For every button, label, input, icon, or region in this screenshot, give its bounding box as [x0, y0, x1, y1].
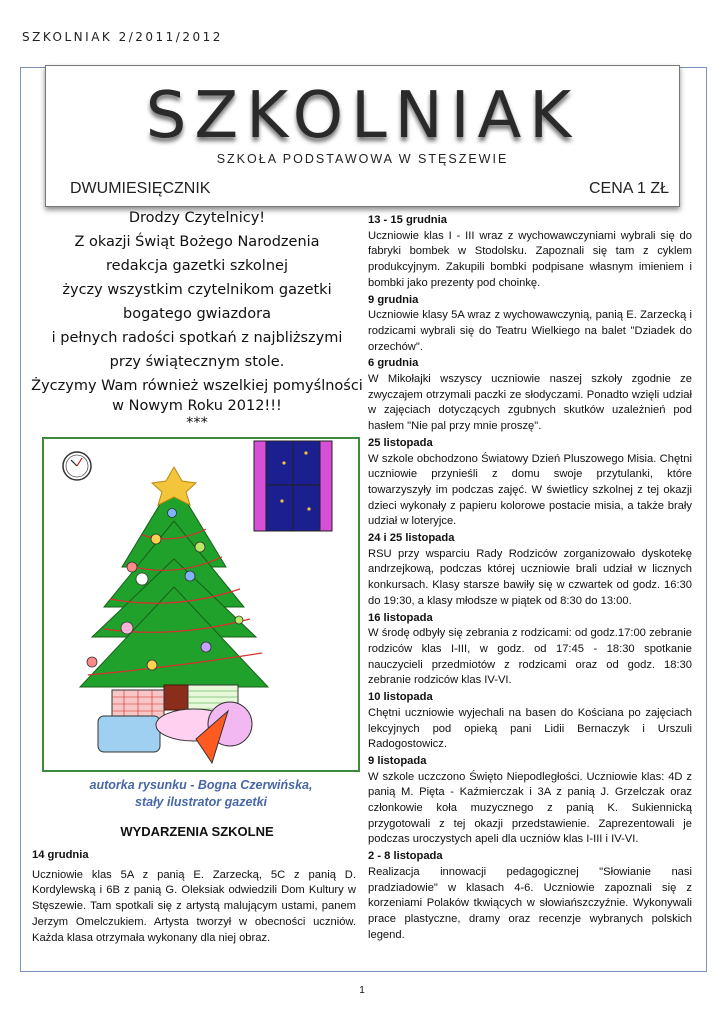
greeting-line: życzy wszystkim czytelnikom gazetki [62, 282, 332, 298]
greeting-line: Drodzy Czytelnicy! [128, 210, 266, 226]
greeting-line: przy świątecznym stole. [109, 354, 285, 370]
event-text: W Mikołajki wszyscy uczniowie naszej szkoły zgodnie ze zwyczajem otrzymali paczki ze słodyczami. Ponadto wzięli udział w zajęciach dotyczących zgubnych skutków uzależnień pod hasłem "Nie pal przy mnie proszę". [368, 373, 692, 433]
event-text: W środę odbyły się zebrania z rodzicami: od godz.17:00 zebranie rodziców klas I-III, w godz. od 17:45 - 18:30 spotkanie nauczycieli przedmiotów z rodzicami oraz od godz. 18:30 zebranie rodziców klas IV-VI. [368, 627, 692, 687]
greeting-line: redakcja gazetki szkolnej [106, 258, 288, 274]
greeting-line: Życzymy Wam również wszelkiej pomyślności w Nowym Roku 2012!!! [31, 378, 363, 414]
drawing-caption [40, 777, 362, 811]
event-text: Realizacja innowacji pedagogicznej "Słowianie nasi pradziadowie" w klasach 4-6. Uczniowie zapoznali się z korzeniami Polaków tkwiących w słowiańszczyźnie. Wykonywali prace plastyczne, dramy oraz recenzje wybranych polskich legend. [368, 865, 692, 941]
event-date: 2 - 8 listopada [368, 850, 443, 863]
caption-role: stały ilustrator gazetki [135, 795, 267, 809]
event-text: W szkole obchodzono Światowy Dzień Pluszowego Misia. Chętni uczniowie przynieśli z domu swoje przytulanki, które towarzyszyły im podczas zajęć. W świetlicy szkolnej z tej okazji dzieci wykonały z papieru kolorowe postacie misia, a także brały udział w loteryjce. [368, 452, 692, 528]
window-illustration [254, 441, 332, 531]
caption-author: autorka rysunku - Bogna Czerwińska, [89, 778, 313, 792]
event-date: 13 - 15 grudnia [368, 214, 447, 226]
event-date: 9 grudnia [368, 293, 419, 306]
event-text: Uczniowie klas 5A z panią E. Zarzecką, 5C z panią D. Kordylewską i 6B z panią G. Oleksiak odwiedzili Dom Kultury w Stęszewie. Tam spotkali się z artystą malującym ustami, panem Jerzym Omelczukiem. Artysta tworzył w obecności uczniów. Każda klasa otrzymała wykonany dla niej obraz. [32, 868, 356, 944]
greeting-line: i pełnych radości spotkań z najbliższymi [51, 330, 343, 346]
page-number: 1 [359, 985, 365, 996]
event-date: 6 grudnia [368, 357, 419, 370]
event-text: Uczniowie klas I - III wraz z wychowawczyniami wybrali się do fabryki bombek w Stodolsku. Zapoznali się tam z cyklem produkcyjnym. Zakupili bombki podpisane własnym imieniem i bombki jako prezenty pod choinkę. [368, 229, 692, 289]
event-date: 14 grudnia [32, 849, 89, 861]
event-date: 10 listopada [368, 691, 433, 704]
masthead [45, 65, 680, 207]
running-head: SZKOLNIAK 2/2011/2012 [22, 30, 223, 44]
school-name: SZKOŁA PODSTAWOWA W STĘSZEWIE [216, 152, 509, 166]
event-text: Uczniowie klasy 5A wraz z wychowawczynią, panią E. Zarzecką i rodzicami wybrali się do Teatru Wielkiego na balet "Dziadek do orzechów". [368, 309, 692, 353]
frequency-label: DWUMIESIĘCZNIK [70, 180, 211, 197]
greeting-line: *** [186, 415, 208, 431]
price-label: CENA 1 ZŁ [588, 180, 669, 197]
greeting-line: bogatego gwiazdora [123, 306, 271, 322]
section-title: WYDARZENIA SZKOLNE [120, 824, 274, 839]
events-column-right [368, 213, 692, 944]
event-date: 24 i 25 listopada [368, 532, 455, 545]
newspaper-title: SZKOLNIAK [145, 79, 580, 153]
clock-icon [63, 452, 91, 480]
event-date: 16 listopada [368, 611, 433, 624]
holiday-greeting [30, 208, 364, 434]
christmas-tree-illustration [44, 439, 358, 770]
christmas-drawing [42, 437, 360, 772]
events-column-left [32, 848, 356, 947]
event-text: W szkole uczczono Święto Niepodległości. Uczniowie klas: 4D z panią M. Pięta - Kaźmierczak i 3A z panią J. Grzelczak oraz członkowie koła muzycznego z panią K. Sukiennicką przygotowali z tej okazji przedstawienie. Zaprezentowali je podczas uroczystych apeli dla uczniów klas I-III i IV-VI. [368, 770, 692, 846]
event-date: 25 listopada [368, 436, 433, 449]
event-text: RSU przy wsparciu Rady Rodziców zorganizowało dyskotekę andrzejkową, podczas której uczniowie brali udział w licznych konkursach. Klasy starsze bawiły się w czwartek od godz. 16:30 do 19:30, a klasy młodsze w piątek od 8:30 do 13:00. [368, 547, 692, 607]
event-date: 9 listopada [368, 754, 427, 767]
tree-trunk [164, 685, 188, 710]
greeting-line: Z okazji Świąt Bożego Narodzenia [74, 234, 320, 250]
event-text: Chętni uczniowie wyjechali na basen do Kościana po zajęciach lekcyjnych pod opieką pani Lidii Bernaczyk i Urszuli Radogostowicz. [368, 706, 692, 751]
